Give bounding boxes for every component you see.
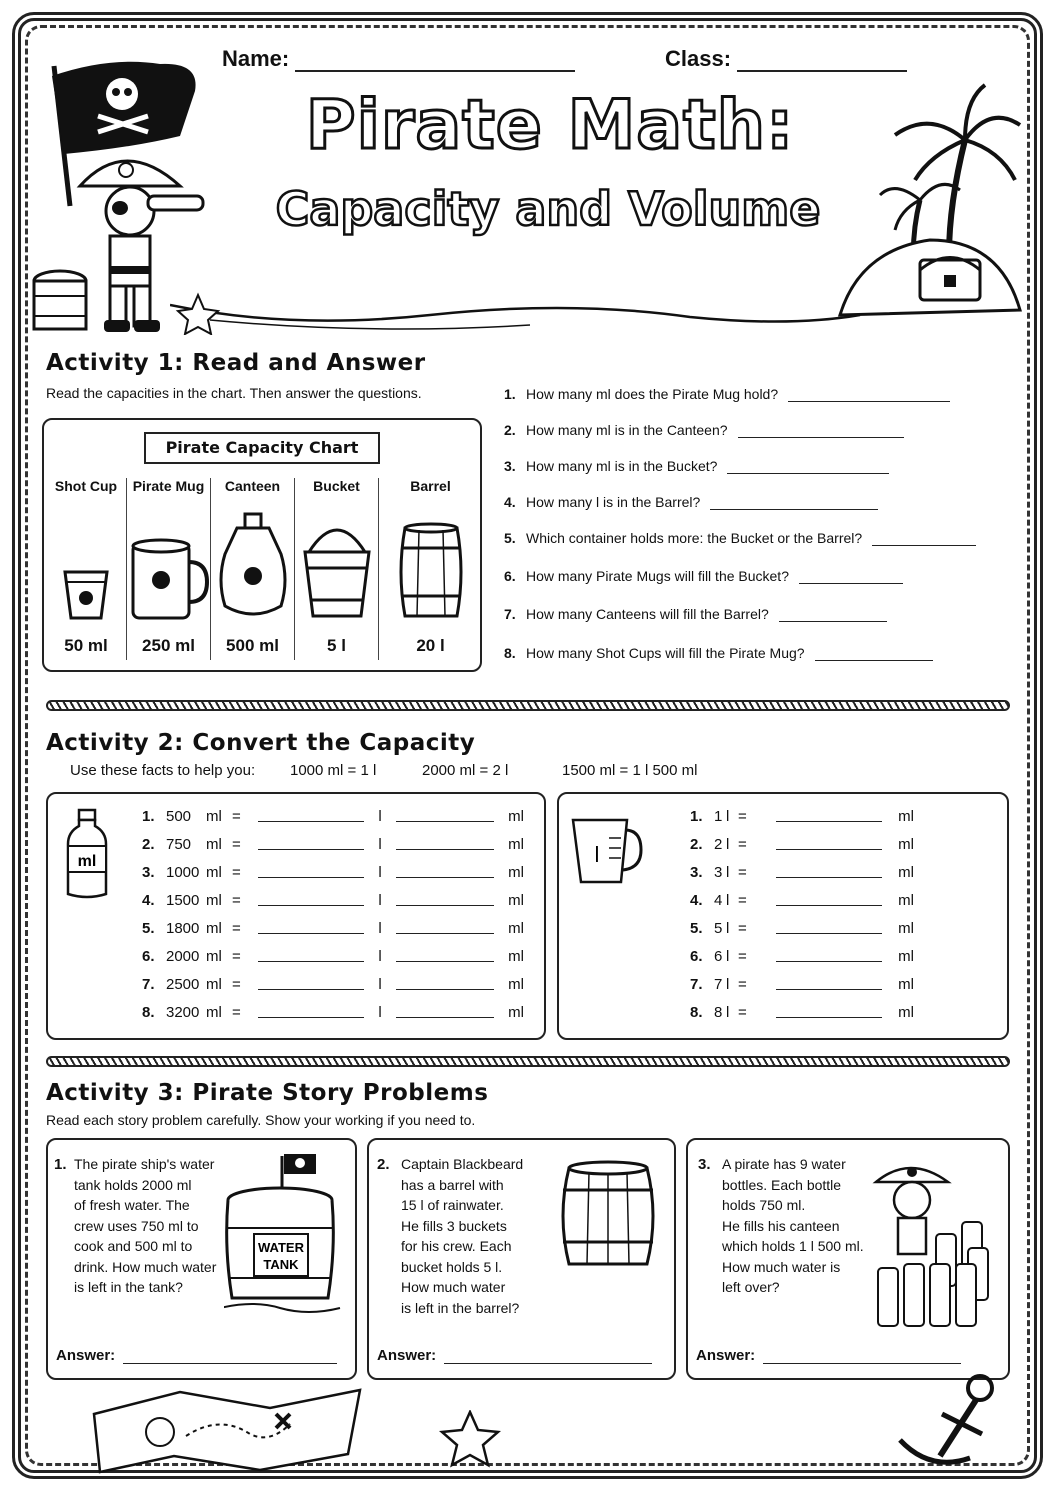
ml-blank[interactable] bbox=[776, 978, 882, 990]
subtitle: Capacity and Volume bbox=[275, 182, 821, 236]
row-unit-ml: ml bbox=[898, 863, 914, 881]
answer-label: Answer: bbox=[56, 1347, 116, 1364]
pirate-bottles-icon bbox=[864, 1152, 1004, 1336]
ml-blank[interactable] bbox=[776, 866, 882, 878]
answer-line[interactable] bbox=[779, 608, 887, 622]
row-unit: l bbox=[726, 891, 730, 909]
row-unit-ml: ml bbox=[898, 835, 914, 853]
ml-blank[interactable] bbox=[396, 922, 494, 934]
row-unit: ml bbox=[206, 919, 222, 937]
answer-line[interactable] bbox=[799, 570, 903, 584]
litre-blank[interactable] bbox=[258, 922, 364, 934]
row-unit-l: l bbox=[378, 807, 382, 825]
litre-blank[interactable] bbox=[258, 894, 364, 906]
row-equals: = bbox=[232, 947, 241, 965]
problem-line: is left in the barrel? bbox=[401, 1299, 520, 1316]
convert-ml-row bbox=[142, 806, 524, 826]
bucket-icon bbox=[295, 502, 378, 622]
convert-ml-row bbox=[142, 1002, 524, 1022]
row-num: 8. bbox=[142, 1003, 155, 1021]
tank-label-1: WATER bbox=[258, 1240, 304, 1255]
problem-line: is left in the tank? bbox=[74, 1279, 183, 1295]
litre-blank[interactable] bbox=[258, 978, 364, 990]
litre-blank[interactable] bbox=[258, 810, 364, 822]
question-num: 6. bbox=[504, 568, 516, 584]
question-4 bbox=[504, 494, 878, 510]
question-num: 8. bbox=[504, 645, 516, 661]
row-unit-ml: ml bbox=[508, 947, 524, 965]
problem-line: A pirate has 9 water bbox=[722, 1156, 846, 1172]
row-unit-ml: ml bbox=[898, 975, 914, 993]
row-unit-ml: ml bbox=[898, 947, 914, 965]
row-value: 2 bbox=[714, 835, 723, 853]
fact-1: 1000 ml = 1 l bbox=[290, 762, 377, 779]
row-unit-l: l bbox=[378, 947, 382, 965]
convert-l-row bbox=[690, 834, 914, 854]
question-num: 2. bbox=[504, 422, 516, 438]
convert-l-row bbox=[690, 918, 914, 938]
question-num: 1. bbox=[504, 386, 516, 402]
jug-label: l bbox=[594, 842, 600, 867]
measuring-jug-icon bbox=[569, 816, 645, 886]
answer-line[interactable] bbox=[738, 424, 904, 438]
row-unit-ml: ml bbox=[898, 1003, 914, 1021]
question-7 bbox=[504, 606, 887, 622]
answer-line[interactable] bbox=[727, 460, 889, 474]
barrel-icon bbox=[555, 1160, 661, 1272]
fact-2: 2000 ml = 2 l bbox=[422, 762, 509, 779]
row-unit: ml bbox=[206, 1003, 222, 1021]
activity1-title: Activity 1: Read and Answer bbox=[46, 350, 426, 376]
problem-line: He fills 3 buckets bbox=[401, 1217, 507, 1234]
class-label: Class: bbox=[665, 46, 732, 71]
problem-lines bbox=[401, 1154, 523, 1318]
problem-lines bbox=[74, 1154, 216, 1298]
question-num: 5. bbox=[504, 530, 516, 546]
row-value: 5 bbox=[714, 919, 723, 937]
row-unit: l bbox=[726, 835, 730, 853]
problem-line: tank holds 2000 ml bbox=[74, 1176, 192, 1193]
row-equals: = bbox=[738, 863, 747, 881]
row-unit-ml: ml bbox=[508, 1003, 524, 1021]
convert-ml-row bbox=[142, 834, 524, 854]
answer-line[interactable] bbox=[444, 1350, 652, 1364]
row-unit: ml bbox=[206, 863, 222, 881]
answer-label: Answer: bbox=[377, 1347, 437, 1364]
litre-blank[interactable] bbox=[258, 838, 364, 850]
row-equals: = bbox=[232, 835, 241, 853]
row-value: 1000 bbox=[166, 863, 200, 881]
class-line[interactable] bbox=[737, 52, 907, 72]
row-unit-l: l bbox=[378, 863, 382, 881]
problem-text bbox=[54, 1154, 217, 1295]
ml-blank[interactable] bbox=[396, 950, 494, 962]
row-num: 3. bbox=[690, 863, 703, 881]
row-unit: ml bbox=[206, 891, 222, 909]
row-unit: l bbox=[726, 807, 730, 825]
row-num: 3. bbox=[142, 863, 155, 881]
row-equals: = bbox=[738, 1003, 747, 1021]
row-equals: = bbox=[232, 891, 241, 909]
ml-blank[interactable] bbox=[776, 950, 882, 962]
question-text: How many Pirate Mugs will fill the Bucket? bbox=[526, 568, 789, 584]
convert-l-row bbox=[690, 974, 914, 994]
convert-l-row bbox=[690, 890, 914, 910]
rope-divider bbox=[46, 700, 1010, 711]
question-text: How many ml is in the Bucket? bbox=[526, 458, 718, 474]
problem-line: for his crew. Each bbox=[401, 1238, 512, 1254]
question-2 bbox=[504, 422, 904, 438]
problem-line: has a barrel with bbox=[401, 1176, 504, 1193]
answer-line[interactable] bbox=[123, 1350, 337, 1364]
water-tank-icon bbox=[224, 1148, 344, 1314]
ml-blank[interactable] bbox=[396, 866, 494, 878]
row-equals: = bbox=[738, 975, 747, 993]
canteen-icon bbox=[211, 502, 294, 622]
container-pirate-mug bbox=[126, 478, 210, 660]
row-unit-l: l bbox=[378, 975, 382, 993]
row-unit-l: l bbox=[378, 835, 382, 853]
main-title: Pirate Math: bbox=[305, 86, 795, 165]
activity3-title: Activity 3: Pirate Story Problems bbox=[46, 1080, 489, 1106]
question-num: 3. bbox=[504, 458, 516, 474]
row-unit: ml bbox=[206, 807, 222, 825]
bottle-label: ml bbox=[77, 853, 97, 870]
row-unit-l: l bbox=[378, 891, 382, 909]
litre-blank[interactable] bbox=[258, 950, 364, 962]
row-unit-ml: ml bbox=[508, 835, 524, 853]
question-num: 7. bbox=[504, 606, 516, 622]
question-text: How many Canteens will fill the Barrel? bbox=[526, 606, 769, 622]
row-equals: = bbox=[232, 1003, 241, 1021]
row-equals: = bbox=[232, 863, 241, 881]
litre-blank[interactable] bbox=[258, 866, 364, 878]
row-value: 500 bbox=[166, 807, 192, 825]
problem-line: Captain Blackbeard bbox=[401, 1156, 524, 1172]
question-text: Which container holds more: the Bucket or the Barrel? bbox=[526, 530, 863, 546]
problem-line: bottles. Each bottle bbox=[722, 1176, 842, 1193]
row-num: 4. bbox=[142, 891, 155, 909]
row-value: 2500 bbox=[166, 975, 200, 993]
ml-blank[interactable] bbox=[396, 894, 494, 906]
row-unit: l bbox=[726, 1003, 730, 1021]
problem-num: 2. bbox=[377, 1156, 390, 1173]
convert-ml-row bbox=[142, 890, 524, 910]
row-value: 3200 bbox=[166, 1003, 200, 1021]
convert-ml-row bbox=[142, 862, 524, 882]
container-capacity: 5 l bbox=[327, 636, 346, 655]
answer-line[interactable] bbox=[710, 496, 878, 510]
row-unit: l bbox=[726, 975, 730, 993]
rope-divider bbox=[46, 1056, 1010, 1067]
container-name: Shot Cup bbox=[54, 478, 118, 494]
row-unit: l bbox=[726, 863, 730, 881]
question-num: 4. bbox=[504, 494, 516, 510]
row-num: 7. bbox=[690, 975, 703, 993]
question-text: How many Shot Cups will fill the Pirate Mug? bbox=[526, 645, 805, 661]
ml-blank[interactable] bbox=[776, 1006, 882, 1018]
answer-line[interactable] bbox=[788, 388, 950, 402]
container-capacity: 250 ml bbox=[142, 636, 195, 655]
row-num: 2. bbox=[690, 835, 703, 853]
problem-num: 1. bbox=[54, 1156, 67, 1173]
row-unit-ml: ml bbox=[508, 863, 524, 881]
container-name: Barrel bbox=[410, 478, 451, 494]
row-unit: l bbox=[726, 947, 730, 965]
ml-blank[interactable] bbox=[396, 810, 494, 822]
problem-line: He fills his canteen bbox=[722, 1217, 840, 1234]
row-equals: = bbox=[738, 947, 747, 965]
convert-ml-row bbox=[142, 946, 524, 966]
capacity-chart bbox=[42, 418, 482, 672]
treasure-map-icon bbox=[90, 1384, 370, 1476]
row-equals: = bbox=[232, 919, 241, 937]
name-field bbox=[222, 46, 575, 72]
convert-l-row bbox=[690, 806, 914, 826]
name-label: Name: bbox=[222, 46, 290, 71]
question-1 bbox=[504, 386, 950, 402]
story-problem-2 bbox=[367, 1138, 676, 1380]
row-num: 5. bbox=[690, 919, 703, 937]
problem-text bbox=[377, 1154, 524, 1316]
question-8 bbox=[504, 645, 933, 661]
row-num: 1. bbox=[690, 807, 703, 825]
barrel-icon bbox=[379, 502, 482, 622]
container-bucket bbox=[294, 478, 378, 660]
answer-field bbox=[56, 1347, 337, 1364]
row-unit: ml bbox=[206, 835, 222, 853]
ml-blank[interactable] bbox=[776, 894, 882, 906]
row-unit: ml bbox=[206, 975, 222, 993]
answer-field bbox=[696, 1347, 961, 1364]
problem-line: How much water bbox=[401, 1279, 506, 1295]
facts-label: Use these facts to help you: bbox=[70, 762, 256, 779]
ml-blank[interactable] bbox=[396, 1006, 494, 1018]
answer-line[interactable] bbox=[872, 532, 976, 546]
row-unit: ml bbox=[206, 947, 222, 965]
answer-label: Answer: bbox=[696, 1347, 756, 1364]
question-3 bbox=[504, 458, 889, 474]
convert-l-row bbox=[690, 1002, 914, 1022]
ml-blank[interactable] bbox=[776, 838, 882, 850]
row-equals: = bbox=[738, 919, 747, 937]
name-line[interactable] bbox=[295, 52, 575, 72]
row-num: 8. bbox=[690, 1003, 703, 1021]
row-unit-l: l bbox=[378, 919, 382, 937]
row-value: 8 bbox=[714, 1003, 723, 1021]
row-num: 5. bbox=[142, 919, 155, 937]
question-5 bbox=[504, 530, 976, 546]
question-text: How many ml does the Pirate Mug hold? bbox=[526, 386, 779, 402]
row-unit-ml: ml bbox=[898, 807, 914, 825]
activity3-instructions: Read each story problem carefully. Show your working if you need to. bbox=[46, 1112, 476, 1128]
container-capacity: 500 ml bbox=[226, 636, 279, 655]
row-equals: = bbox=[738, 891, 747, 909]
problem-line: of fresh water. The bbox=[74, 1197, 190, 1213]
container-name: Pirate Mug bbox=[132, 478, 205, 494]
ml-blank[interactable] bbox=[396, 838, 494, 850]
container-name: Bucket bbox=[313, 478, 360, 494]
row-value: 1800 bbox=[166, 919, 200, 937]
row-num: 4. bbox=[690, 891, 703, 909]
row-unit-ml: ml bbox=[898, 891, 914, 909]
row-unit-ml: ml bbox=[898, 919, 914, 937]
container-capacity: 50 ml bbox=[64, 636, 108, 655]
answer-field bbox=[377, 1347, 652, 1364]
activity2-title: Activity 2: Convert the Capacity bbox=[46, 730, 476, 756]
row-unit-l: l bbox=[378, 1003, 382, 1021]
problem-line: holds 750 ml. bbox=[722, 1197, 806, 1213]
anchor-icon bbox=[880, 1368, 1020, 1472]
convert-ml-row bbox=[142, 974, 524, 994]
row-unit-ml: ml bbox=[508, 919, 524, 937]
problem-num: 3. bbox=[698, 1156, 711, 1173]
problem-line: 15 l of rainwater. bbox=[401, 1197, 504, 1213]
problem-line: crew uses 750 ml to bbox=[74, 1217, 199, 1234]
row-unit-ml: ml bbox=[508, 975, 524, 993]
problem-line: which holds 1 l 500 ml. bbox=[722, 1238, 864, 1254]
convert-l-row bbox=[690, 946, 914, 966]
container-name: Canteen bbox=[224, 478, 281, 494]
question-text: How many ml is in the Canteen? bbox=[526, 422, 728, 438]
row-num: 1. bbox=[142, 807, 155, 825]
problem-line: cook and 500 ml to bbox=[74, 1238, 193, 1254]
row-unit: l bbox=[726, 919, 730, 937]
container-canteen bbox=[210, 478, 294, 660]
row-value: 2000 bbox=[166, 947, 200, 965]
question-text: How many l is in the Barrel? bbox=[526, 494, 701, 510]
shoreline-decoration bbox=[170, 285, 870, 335]
row-value: 7 bbox=[714, 975, 723, 993]
row-value: 6 bbox=[714, 947, 723, 965]
litre-blank[interactable] bbox=[258, 1006, 364, 1018]
chart-title: Pirate Capacity Chart bbox=[144, 432, 380, 464]
problem-text bbox=[698, 1154, 864, 1295]
starfish-icon bbox=[438, 1410, 502, 1470]
problem-line: The pirate ship's water bbox=[74, 1156, 215, 1172]
row-value: 1 bbox=[714, 807, 723, 825]
row-unit-ml: ml bbox=[508, 807, 524, 825]
problem-line: left over? bbox=[722, 1279, 780, 1295]
ml-blank[interactable] bbox=[776, 810, 882, 822]
row-num: 6. bbox=[142, 947, 155, 965]
row-value: 4 bbox=[714, 891, 723, 909]
row-unit-ml: ml bbox=[508, 891, 524, 909]
story-problem-1 bbox=[46, 1138, 357, 1380]
shot-cup-icon bbox=[44, 502, 128, 622]
row-value: 750 bbox=[166, 835, 192, 853]
row-equals: = bbox=[738, 835, 747, 853]
row-num: 6. bbox=[690, 947, 703, 965]
class-field bbox=[665, 46, 907, 72]
ml-blank[interactable] bbox=[396, 978, 494, 990]
activity1-instructions: Read the capacities in the chart. Then answer the questions. bbox=[46, 385, 422, 401]
problem-lines bbox=[722, 1154, 864, 1298]
row-value: 3 bbox=[714, 863, 723, 881]
pirate-mug-icon bbox=[127, 502, 210, 622]
container-shot-cup bbox=[44, 478, 128, 660]
container-capacity: 20 l bbox=[416, 636, 445, 655]
row-equals: = bbox=[232, 975, 241, 993]
ml-blank[interactable] bbox=[776, 922, 882, 934]
row-num: 7. bbox=[142, 975, 155, 993]
answer-line[interactable] bbox=[763, 1350, 961, 1364]
problem-line: bucket holds 5 l. bbox=[401, 1258, 503, 1275]
story-problem-3 bbox=[686, 1138, 1010, 1380]
row-num: 2. bbox=[142, 835, 155, 853]
row-value: 1500 bbox=[166, 891, 200, 909]
fact-3: 1500 ml = 1 l 500 ml bbox=[562, 762, 698, 779]
water-bottle-icon bbox=[64, 808, 110, 900]
problem-line: How much water is bbox=[722, 1258, 841, 1275]
problem-line: drink. How much water bbox=[74, 1258, 217, 1275]
answer-line[interactable] bbox=[815, 647, 933, 661]
tank-label-2: TANK bbox=[263, 1257, 299, 1272]
convert-ml-row bbox=[142, 918, 524, 938]
convert-l-row bbox=[690, 862, 914, 882]
row-equals: = bbox=[738, 807, 747, 825]
question-6 bbox=[504, 568, 903, 584]
container-barrel bbox=[378, 478, 482, 660]
row-equals: = bbox=[232, 807, 241, 825]
